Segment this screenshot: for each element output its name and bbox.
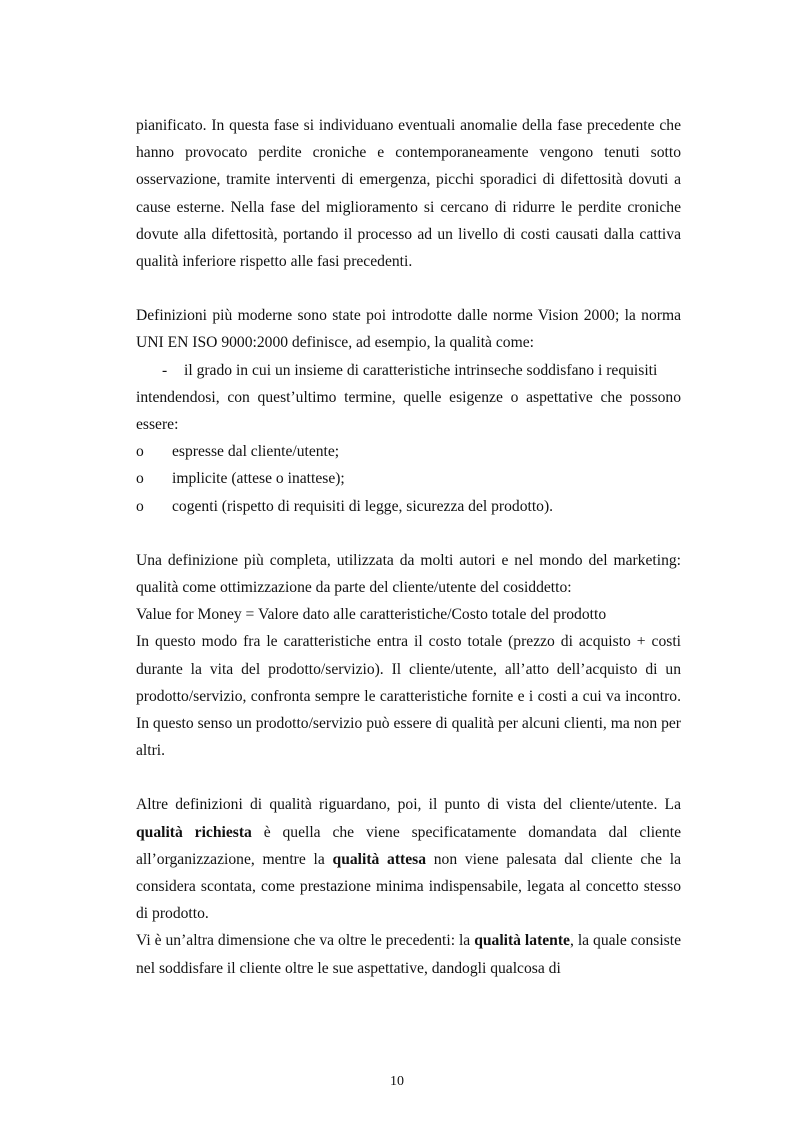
text-run: Vi è un’altra dimensione che va oltre le precedenti: la — [136, 932, 475, 950]
page-number: 10 — [390, 1074, 404, 1089]
bullet-marker: o — [136, 497, 144, 515]
dash-list-text: il grado in cui un insieme di caratteristiche intrinseche soddisfano i requisiti — [184, 361, 658, 379]
paragraph-value-for-money: Value for Money = Valore dato alle caratteristiche/Costo totale del prodotto — [136, 606, 607, 624]
paragraph-gap — [136, 275, 681, 302]
term-required-quality: qualità richiesta — [136, 823, 252, 841]
bullet-item-implicit — [136, 465, 681, 492]
bullet-text: cogenti (rispetto di requisiti di legge, sicurezza del prodotto). — [172, 497, 554, 515]
paragraph-customer-view — [136, 791, 681, 927]
bullet-text: espresse dal cliente/utente; — [172, 443, 340, 461]
paragraph-gap — [136, 520, 681, 547]
paragraph-phases: pianificato. In questa fase si individuano eventuali anomalie della fase precedente che hanno provocato perdite croniche e contemporaneamente vengono tenuti sotto osservazione, tramite interventi di emergenza, picchi sporadici di difettosità dovuti a cause esterne. Nella fase del miglioramento si cercano di ridurre le perdite croniche dovute alla difettosità, portando il processo ad un livello di costi causati dalla cattiva qualità inferiore rispetto alle fasi precedenti. — [136, 117, 681, 271]
dash-marker: - — [162, 361, 168, 379]
bullet-item-expressed — [136, 438, 681, 465]
text-run: , la quale consiste nel soddisfare il cliente oltre le sue aspettative, dandogli qualcosa di — [136, 932, 681, 977]
bullet-item-mandatory — [136, 493, 681, 520]
paragraph-marketing-definition: Una definizione più completa, utilizzata da molti autori e nel mondo del marketing: qualità come ottimizzazione da parte del cliente/utente del cosiddetto: — [136, 551, 681, 597]
paragraph-vision-2000: Definizioni più moderne sono state poi introdotte dalle norme Vision 2000; la norma UNI EN ISO 9000:2000 definisce, ad esempio, la qualità come: — [136, 307, 681, 352]
paragraph-total-cost: In questo modo fra le caratteristiche entra il costo totale (prezzo di acquisto + costi durante la vita del prodotto/servizio). Il cliente/utente, all’atto dell’acquisto di un prodotto/servizio, confronta sempre le caratteristiche fornite e i costi a cui va incontro. In questo senso un prodotto/servizio può essere di qualità per alcuni clienti, ma non per altri. — [136, 633, 681, 760]
bullet-marker: o — [136, 443, 144, 461]
term-expected-quality: qualità attesa — [332, 850, 427, 868]
term-latent-quality: qualità latente — [474, 932, 570, 950]
paragraph-requirements: intendendosi, con quest’ultimo termine, quelle esigenze o aspettative che possono essere: — [136, 388, 681, 434]
bullet-text: implicite (attese o inattese); — [172, 470, 345, 488]
page-body — [136, 112, 681, 982]
dash-list-item — [136, 357, 681, 384]
text-run: Altre definizioni di qualità riguardano, poi, il punto di vista del cliente/utente. La — [136, 796, 681, 814]
paragraph-latent-quality — [136, 927, 681, 981]
text-run: è quella che viene specificatamente domandata dal cliente all’organizzazione, mentre la — [136, 823, 681, 868]
paragraph-gap — [136, 764, 681, 791]
bullet-marker: o — [136, 470, 144, 488]
text-run: non viene palesata dal cliente che la considera scontata, come prestazione minima indispensabile, legata al concetto stesso di prodotto. — [136, 850, 681, 923]
